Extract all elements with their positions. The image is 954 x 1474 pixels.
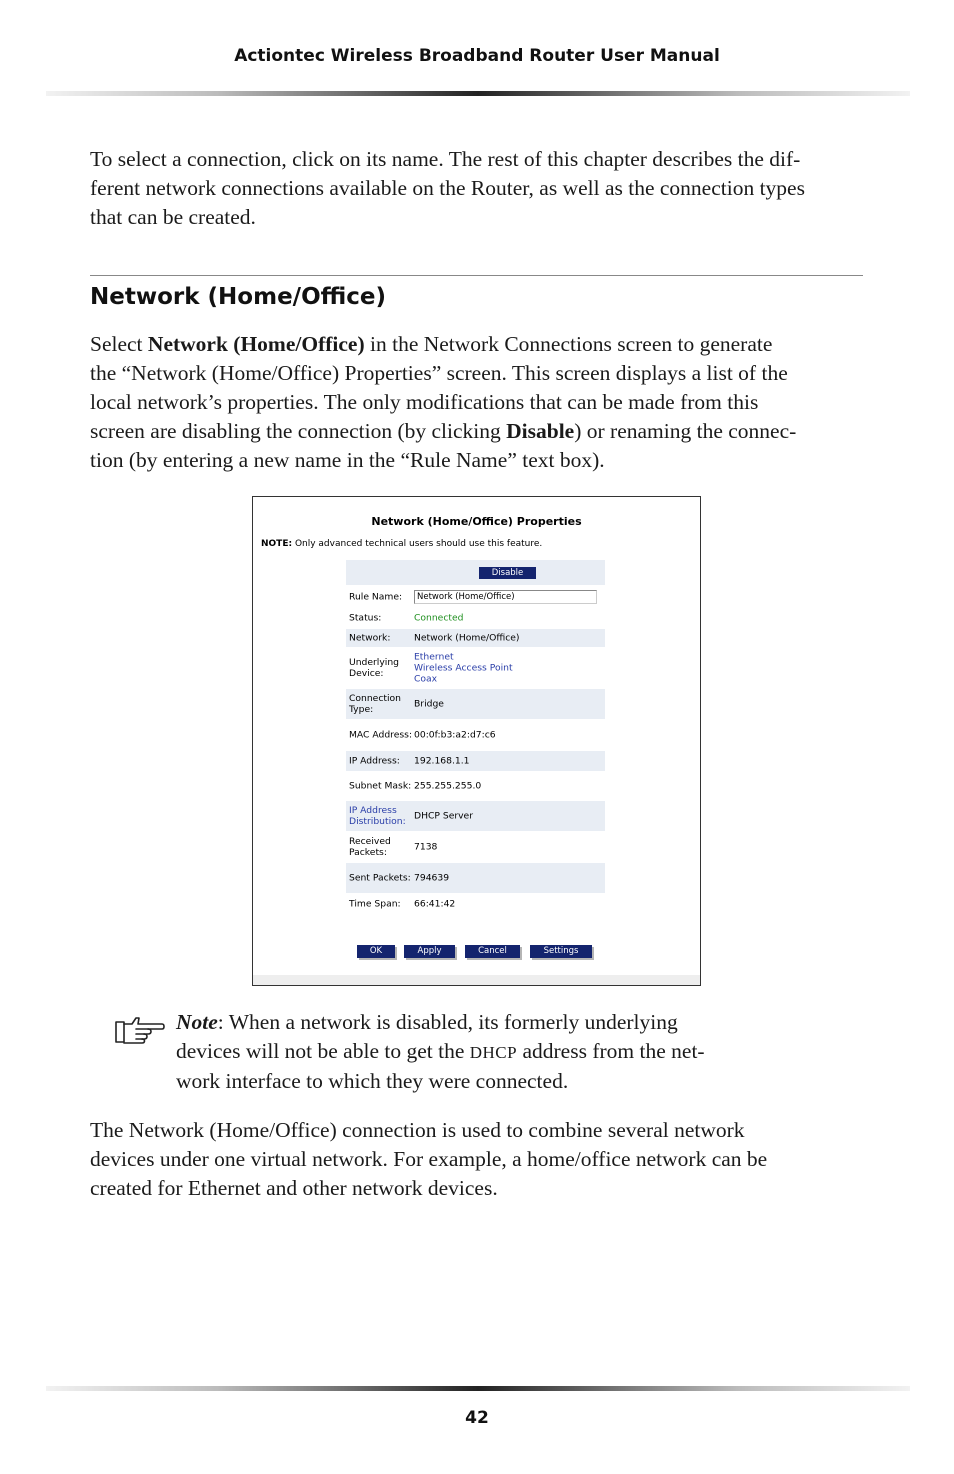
manual-title: Actiontec Wireless Broadband Router User Manual [234, 46, 720, 66]
subnet-mask-row: Subnet Mask: 255.255.255.0 [346, 771, 605, 800]
ip-distribution-row: IP Address Distribution: DHCP Server [346, 800, 605, 831]
rule-name-label: Rule Name: [349, 591, 403, 602]
status-row: Status: Connected [346, 607, 605, 628]
device-link-coax[interactable]: Coax [414, 673, 438, 685]
properties-table [346, 560, 605, 914]
properties-title: Network (Home/Office) Properties [371, 515, 582, 528]
disable-row [346, 560, 605, 585]
pointing-hand-icon [114, 1012, 166, 1046]
connection-type-row: Connection Type: Bridge [346, 688, 605, 719]
ip-address-row: IP Address: 192.168.1.1 [346, 750, 605, 771]
underlying-device-row: Underlying Device: Ethernet Wireless Access Point Coax [346, 647, 605, 688]
screenshot-bottom-strip [253, 975, 700, 985]
header-divider [46, 91, 910, 96]
apply-button[interactable]: Apply [404, 945, 455, 958]
section-heading: Network (Home/Office) [90, 284, 387, 310]
ip-distribution-link[interactable]: IP Address Distribution: [349, 805, 406, 827]
device-link-wireless[interactable]: Wireless Access Point [414, 662, 513, 674]
settings-button[interactable]: Settings [530, 945, 592, 958]
sent-packets-row: Sent Packets: 794639 [346, 862, 605, 893]
status-value: Connected [414, 612, 464, 624]
intro-paragraph: To select a connection, click on its name. The rest of this chapter describes the dif- ferent network connections available on the Router, as well as the connection types that can be created. [90, 147, 805, 229]
ok-button[interactable]: OK [357, 945, 395, 958]
closing-paragraph: The Network (Home/Office) connection is used to combine several network devices under one virtual network. For example, a home/office network can be created for Ethernet and other network devices. [90, 1118, 768, 1200]
properties-note: NOTE: Only advanced technical users should use this feature. [261, 539, 543, 549]
section-divider [90, 275, 863, 276]
disable-button[interactable]: Disable [479, 567, 536, 579]
network-row: Network: Network (Home/Office) [346, 628, 605, 647]
received-packets-row: Received Packets: 7138 [346, 831, 605, 862]
properties-screenshot [252, 496, 701, 986]
time-span-row: Time Span: 66:41:42 [346, 893, 605, 914]
device-link-ethernet[interactable]: Ethernet [414, 651, 454, 663]
note-paragraph: Note: When a network is disabled, its formerly underlying devices will not be able to get the DHCP address from the net- work interface to which they were connected. [176, 1010, 705, 1093]
rule-name-row [346, 585, 605, 607]
footer-divider [46, 1386, 910, 1391]
page-number: 42 [465, 1408, 489, 1428]
rule-name-input[interactable] [414, 590, 597, 604]
section-paragraph: Select Network (Home/Office) in the Network Connections screen to generate the “Network (Home/Office) Properties” screen. This screen displays a list of the local network’s properties. The only modifications that can be made from this screen are disabling the connection (by clicking Disable) or renaming the connec- tion (by entering a new name in the “Rule Name” text box). [90, 332, 797, 472]
mac-address-row: MAC Address: 00:0f:b3:a2:d7:c6 [346, 719, 605, 750]
note-label: Note [176, 1010, 218, 1034]
cancel-button[interactable]: Cancel [465, 945, 520, 958]
